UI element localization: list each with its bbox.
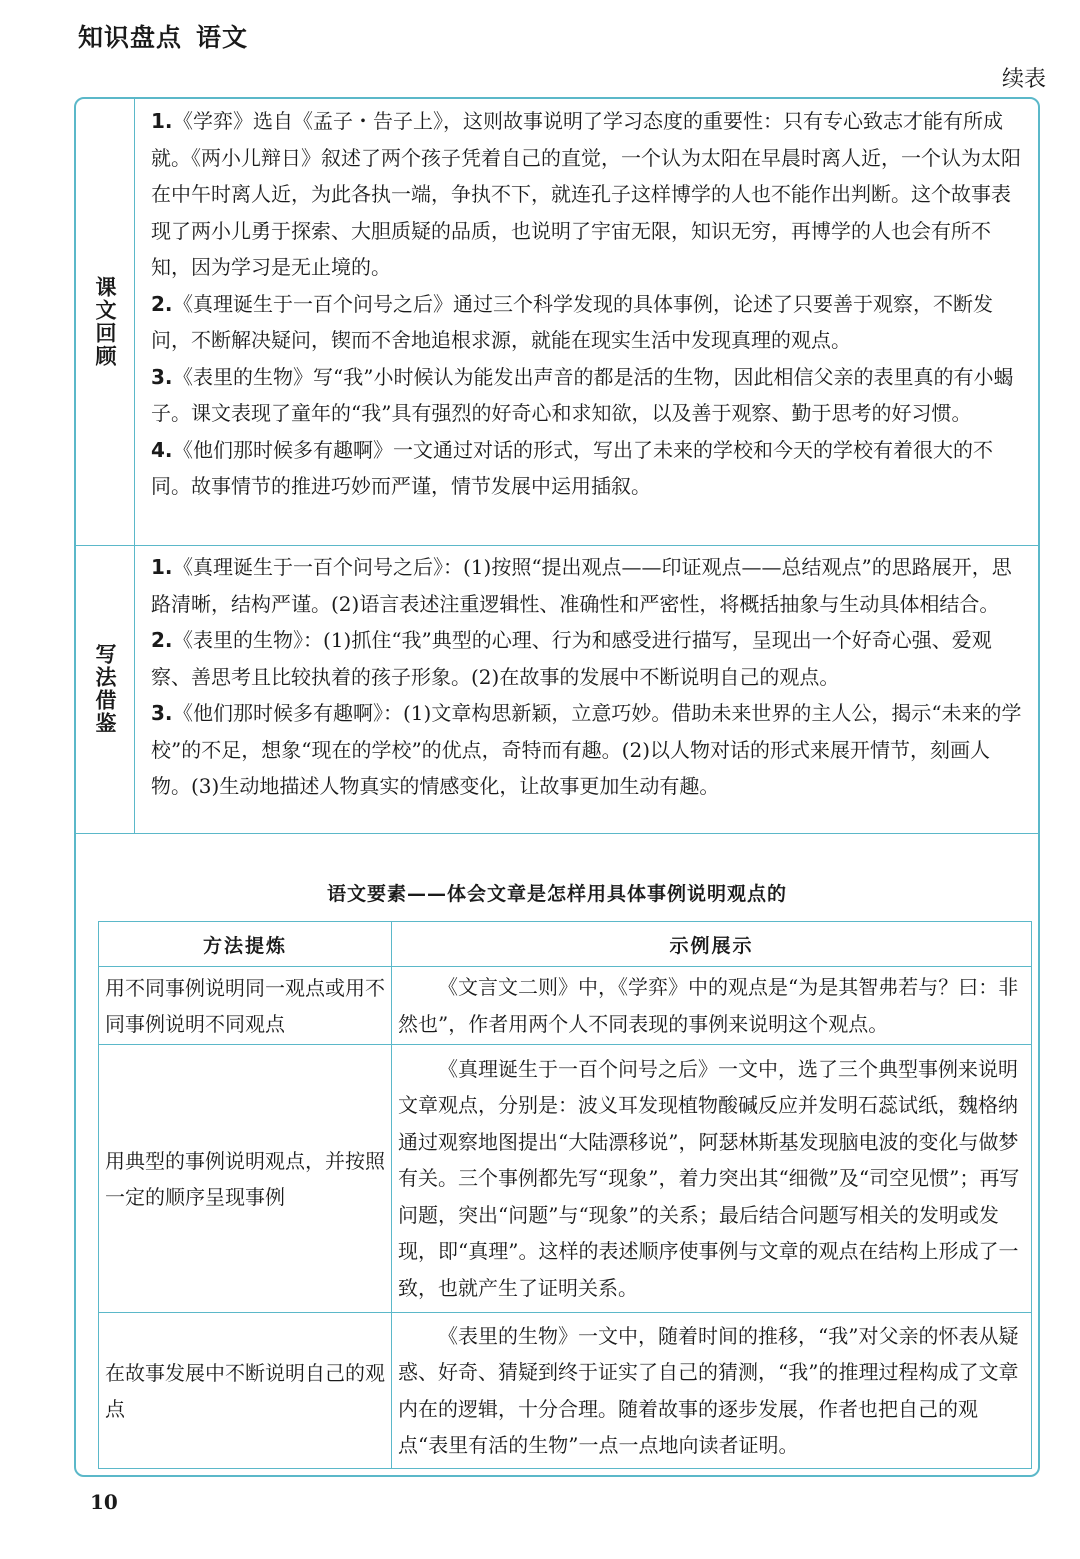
writing-section xyxy=(76,545,1038,834)
continued-label: 续表 xyxy=(1001,67,1046,92)
review-label: 课文回顾 xyxy=(93,276,117,368)
table-header-row xyxy=(99,922,1032,967)
writing-item: 3.《他们那时候多有趣啊》：(1)文章构思新颖，立意巧妙。借助未来世界的主人公，揭示“未来的学校”的不足，想象“现在的学校”的优点，奇特而有趣。(2)以人物对话的形式来展开情节，刻画人物。(3)生动地描述人物真实的情感变化，让故事更加生动有趣。 xyxy=(151,701,1022,798)
example-cell: 《文言文二则》中，《学弈》中的观点是“为是其智弗若与？曰：非然也”，作者用两个人不同表现的事例来说明这个观点。 xyxy=(392,967,1032,1045)
page-header xyxy=(78,18,248,54)
element-title: 语文要素——体会文章是怎样用具体事例说明观点的 xyxy=(326,883,787,905)
method-table xyxy=(98,921,1032,1469)
method-cell: 用不同事例说明同一观点或用不同事例说明不同观点 xyxy=(99,967,392,1045)
table-row xyxy=(99,1045,1032,1313)
header-part1: 知识盘点 xyxy=(78,23,183,52)
writing-item: 1.《真理诞生于一百个问号之后》：(1)按照“提出观点——印证观点——总结观点”的思路展开，思路清晰，结构严谨。(2)语言表述注重逻辑性、准确性和严密性，将概括抽象与生动具体相结合。 xyxy=(151,555,1012,616)
review-item: 4.《他们那时候多有趣啊》一文通过对话的形式，写出了未来的学校和今天的学校有着很大的不同。故事情节的推进巧妙而严谨，情节发展中运用插叙。 xyxy=(151,437,993,498)
writing-label: 写法借鉴 xyxy=(93,643,117,735)
content-frame xyxy=(74,97,1040,1477)
table-row xyxy=(99,967,1032,1045)
review-item: 2.《真理诞生于一百个问号之后》通过三个科学发现的具体事例，论述了只要善于观察，不断发问，不断解决疑问，锲而不舍地追根求源，就能在现实生活中发现真理的观点。 xyxy=(151,291,993,352)
writing-item: 2.《表里的生物》：(1)抓住“我”典型的心理、行为和感受进行描写，呈现出一个好奇心强、爱观察、善思考且比较执着的孩子形象。(2)在故事的发展中不断说明自己的观点。 xyxy=(151,628,992,689)
page-number: 10 xyxy=(90,1490,118,1514)
method-cell: 用典型的事例说明观点，并按照一定的顺序呈现事例 xyxy=(99,1045,392,1313)
review-item: 3.《表里的生物》写“我”小时候认为能发出声音的都是活的生物，因此相信父亲的表里真的有小蝎子。课文表现了童年的“我”具有强烈的好奇心和求知欲，以及善于观察、勤于思考的好习惯。 xyxy=(151,364,1014,425)
header-part2: 语文 xyxy=(196,23,249,52)
review-item: 1.《学弈》选自《孟子・告子上》，这则故事说明了学习态度的重要性：只有专心致志才能有所成就。《两小儿辩日》叙述了两个孩子凭着自己的直觉，一个认为太阳在早晨时离人近，一个认为太阳在中午时离人近，为此各执一端，争执不下，就连孔子这样博学的人也不能作出判断。这个故事表现了两小儿勇于探索、大胆质疑的品质，也说明了宇宙无限，知识无穷，再博学的人也会有所不知，因为学习是无止境的。 xyxy=(151,109,1021,279)
method-header: 方法提炼 xyxy=(99,922,392,967)
example-cell: 《真理诞生于一百个问号之后》一文中，选了三个典型事例来说明文章观点，分别是：波义耳发现植物酸碱反应并发明石蕊试纸，魏格纳通过观察地图提出“大陆漂移说”，阿瑟林斯基发现脑电波的变化与做梦有关。三个事例都先写“现象”，着力突出其“细微”及“司空见惯”；再写问题，突出“问题”与“现象”的关系；最后结合问题写相关的发明或发现，即“真理”。这样的表述顺序使事例与文章的观点在结构上形成了一致，也就产生了证明关系。 xyxy=(392,1045,1032,1313)
example-cell: 《表里的生物》一文中，随着时间的推移，“我”对父亲的怀表从疑惑、好奇、猜疑到终于证实了自己的猜测，“我”的推理过程构成了文章内在的逻辑，十分合理。随着故事的逐步发展，作者也把自己的观点“表里有活的生物”一点一点地向读者证明。 xyxy=(392,1313,1032,1469)
method-cell: 在故事发展中不断说明自己的观点 xyxy=(99,1313,392,1469)
example-header: 示例展示 xyxy=(392,922,1032,967)
review-section xyxy=(76,99,1038,546)
table-row xyxy=(99,1313,1032,1469)
